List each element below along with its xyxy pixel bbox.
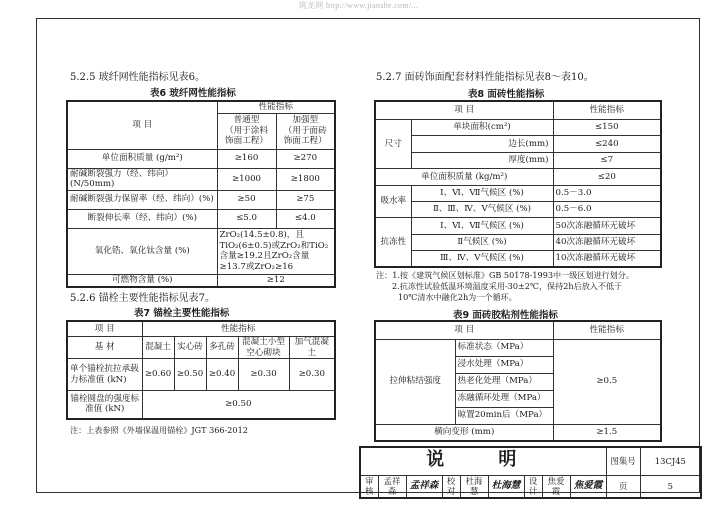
t8-frost-label: 抗冻性 <box>375 218 411 267</box>
t7-pull-value: ≥0.60 <box>142 359 174 391</box>
t7-pull-value: ≥0.40 <box>206 359 238 391</box>
table7-caption: 表7 锚栓主要性能指标 <box>134 308 230 319</box>
t7-disc-value: ≥0.50 <box>142 390 335 419</box>
checker-signature: 杜海慧 <box>488 475 524 498</box>
t9-tensile-item: 标准状态（MPa） <box>455 339 553 356</box>
table-row <box>67 190 335 209</box>
t7-base: 实心砖 <box>174 336 206 358</box>
t6-row-strong: ≥270 <box>276 149 335 168</box>
page-label: 页 <box>606 475 640 498</box>
table8-note-line: 10℃清水中融化2h为一个循环。 <box>398 292 517 302</box>
t8-size-value: ≤150 <box>553 119 661 135</box>
t8-water-label: 吸水率 <box>375 185 411 218</box>
t6-header-normal: 普通型 （用于涂料 饰面工程） <box>217 113 276 149</box>
t9-tensile-item: 浸水处理（MPa） <box>455 356 553 373</box>
t7-pull-value: ≥0.30 <box>238 359 289 391</box>
t6-row-normal: ≥160 <box>217 149 276 168</box>
checker-name: 杜海慧 <box>460 475 488 498</box>
reviewer-signature: 孟祥森 <box>406 475 442 498</box>
table-row <box>375 234 661 250</box>
table-row <box>67 336 335 358</box>
table-row <box>375 201 661 217</box>
t8-frost-item: Ⅲ、Ⅳ、Ⅴ气候区 (%) <box>411 251 553 267</box>
t8-size-label: 尺寸 <box>375 119 411 168</box>
t6-oxide-item: 氧化锆、氧化钛含量 (%) <box>67 228 217 274</box>
t7-header-index: 性能指标 <box>142 321 335 336</box>
t8-mass-item: 单位面积质量 (kg/m²) <box>375 169 553 185</box>
t6-row-item: 耐碱断裂强力（经、纬向）(N/50mm) <box>67 168 217 190</box>
t9-tensile-item: 冻融循环处理（MPa） <box>455 390 553 407</box>
t8-water-item: Ⅰ、Ⅵ、Ⅶ气候区 (%) <box>411 185 553 201</box>
table8-caption: 表8 面砖性能指标 <box>468 89 545 100</box>
table8-note-line: 2.抗冻性试验低温环境温度采用-30±2℃，保持2h后放入不低于 <box>392 281 623 291</box>
t6-row-item: 单位面积质量 (g/m²) <box>67 149 217 168</box>
drawing-title: 说 明 <box>360 447 606 475</box>
t8-mass-value: ≤20 <box>553 169 661 185</box>
t8-water-value: 0.5－3.0 <box>553 185 661 201</box>
t8-frost-value: 40次冻融循环无破坏 <box>553 234 661 250</box>
t8-water-item: Ⅱ、Ⅲ、Ⅳ、Ⅴ气候区 (%) <box>411 201 553 217</box>
t9-tensile-item: 热老化处理（MPa） <box>455 373 553 390</box>
t7-disc-item: 锚栓圆盘的强度标准值 (kN) <box>67 390 142 419</box>
section-525-heading: 5.2.5 玻纤网性能指标见表6。 <box>70 72 205 83</box>
t8-size-item: 单块面积(cm²) <box>411 119 553 135</box>
atlas-no: 13CJ45 <box>640 447 701 475</box>
t6-row-normal: ≥1000 <box>217 168 276 190</box>
table8 <box>374 100 662 268</box>
table-row <box>375 169 661 185</box>
title-block <box>359 446 700 496</box>
t6-row-normal: ≥50 <box>217 190 276 209</box>
table-row <box>67 228 335 274</box>
t7-pull-item: 单个锚栓抗拉承载力标准值 (kN) <box>67 359 142 391</box>
table9 <box>374 320 662 442</box>
t8-frost-value: 50次冻融循环无破坏 <box>553 218 661 234</box>
t9-lateral-item: 横向变形 (mm) <box>375 424 553 441</box>
t6-row-normal: ≤5.0 <box>217 209 276 228</box>
table-row <box>375 424 661 441</box>
t7-base: 混凝土小型空心砌块 <box>238 336 289 358</box>
watermark: 筑龙网 http://www.jianshe.com/... <box>298 1 419 10</box>
table-row <box>67 149 335 168</box>
t6-row-strong: ≥1800 <box>276 168 335 190</box>
t7-base-label: 基 材 <box>67 336 142 358</box>
t6-header-index: 性能指标 <box>217 101 335 113</box>
t6-row-item: 断裂伸长率（经、纬向）(%) <box>67 209 217 228</box>
t6-row-strong: ≤4.0 <box>276 209 335 228</box>
t7-pull-value: ≥0.50 <box>174 359 206 391</box>
table6 <box>66 100 336 288</box>
table7 <box>66 320 336 420</box>
t9-lateral-value: ≥1.5 <box>553 424 661 441</box>
section-527-heading: 5.2.7 面砖饰面配套材料性能指标见表8～表10。 <box>376 72 594 83</box>
t8-frost-item: Ⅰ、Ⅵ、Ⅶ气候区 (%) <box>411 218 553 234</box>
t8-size-item: 边长(mm) <box>411 136 553 152</box>
table-row <box>375 218 661 234</box>
table-row <box>375 119 661 135</box>
t9-tensile-item: 晾置20min后（MPa） <box>455 407 553 424</box>
t8-header-index: 性能指标 <box>553 101 661 119</box>
table-row <box>67 390 335 419</box>
t7-pull-value: ≥0.30 <box>289 359 335 391</box>
t8-size-item: 厚度(mm) <box>411 152 553 168</box>
designer-signature: 焦爱霞 <box>570 475 606 498</box>
t8-header-item: 项 目 <box>375 101 553 119</box>
designer-name: 焦爱霞 <box>542 475 570 498</box>
t7-base: 多孔砖 <box>206 336 238 358</box>
atlas-no-label: 图集号 <box>606 447 640 475</box>
table-row <box>67 209 335 228</box>
t8-frost-value: 10次冻融循环无破坏 <box>553 251 661 267</box>
table-row <box>375 136 661 152</box>
table7-note: 注：上表参照《外墙保温用锚栓》JGT 366-2012 <box>70 425 248 435</box>
design-label: 设计 <box>524 475 542 498</box>
t7-header-item: 项 目 <box>67 321 142 336</box>
t9-header-index: 性能指标 <box>553 321 661 339</box>
t8-size-value: ≤7 <box>553 152 661 168</box>
t6-header-item: 项 目 <box>67 101 217 149</box>
review-label: 审核 <box>360 475 378 498</box>
table8-note <box>376 270 634 303</box>
t7-base: 混凝土 <box>142 336 174 358</box>
table-row <box>375 152 661 168</box>
table8-note-line: 注：1.按《建筑气候区划标准》GB 50178-1993中一级区划进行划分。 <box>376 270 634 280</box>
reviewer-name: 孟祥森 <box>378 475 406 498</box>
table-row <box>375 185 661 201</box>
t7-base: 加气混凝土 <box>289 336 335 358</box>
table-row <box>375 339 661 356</box>
t9-tensile-value: ≥0.5 <box>553 339 661 424</box>
check-label: 校对 <box>442 475 460 498</box>
t6-row-strong: ≥75 <box>276 190 335 209</box>
table-row <box>67 274 335 287</box>
table9-caption: 表9 面砖胶粘剂性能指标 <box>453 310 558 321</box>
table6-caption: 表6 玻纤网性能指标 <box>150 88 236 99</box>
t8-size-value: ≤240 <box>553 136 661 152</box>
t8-frost-item: Ⅱ气候区 (%) <box>411 234 553 250</box>
t8-water-value: 0.5－6.0 <box>553 201 661 217</box>
t6-comb-item: 可燃物含量 (%) <box>67 274 217 287</box>
t9-tensile-label: 拉伸粘结强度 <box>375 339 455 424</box>
page-number: 5 <box>640 475 701 498</box>
t6-oxide-value: ZrO₂(14.5±0.8)，且 TiO₂(6±0.5)或ZrO₂和TiO₂ 含量≥19.2且ZrO₂含量 ≥13.7或ZrO₂≥16 <box>217 228 335 274</box>
t6-row-item: 耐碱断裂强力保留率（经、纬向）(%) <box>67 190 217 209</box>
t9-header-item: 项 目 <box>375 321 553 339</box>
table-row <box>375 251 661 267</box>
t6-header-strong: 加强型 （用于面砖 饰面工程） <box>276 113 335 149</box>
t6-comb-value: ≥12 <box>217 274 335 287</box>
table-row <box>67 168 335 190</box>
title-block-table <box>359 446 702 499</box>
table-row <box>67 359 335 391</box>
section-526-heading: 5.2.6 锚栓主要性能指标见表7。 <box>70 293 215 304</box>
